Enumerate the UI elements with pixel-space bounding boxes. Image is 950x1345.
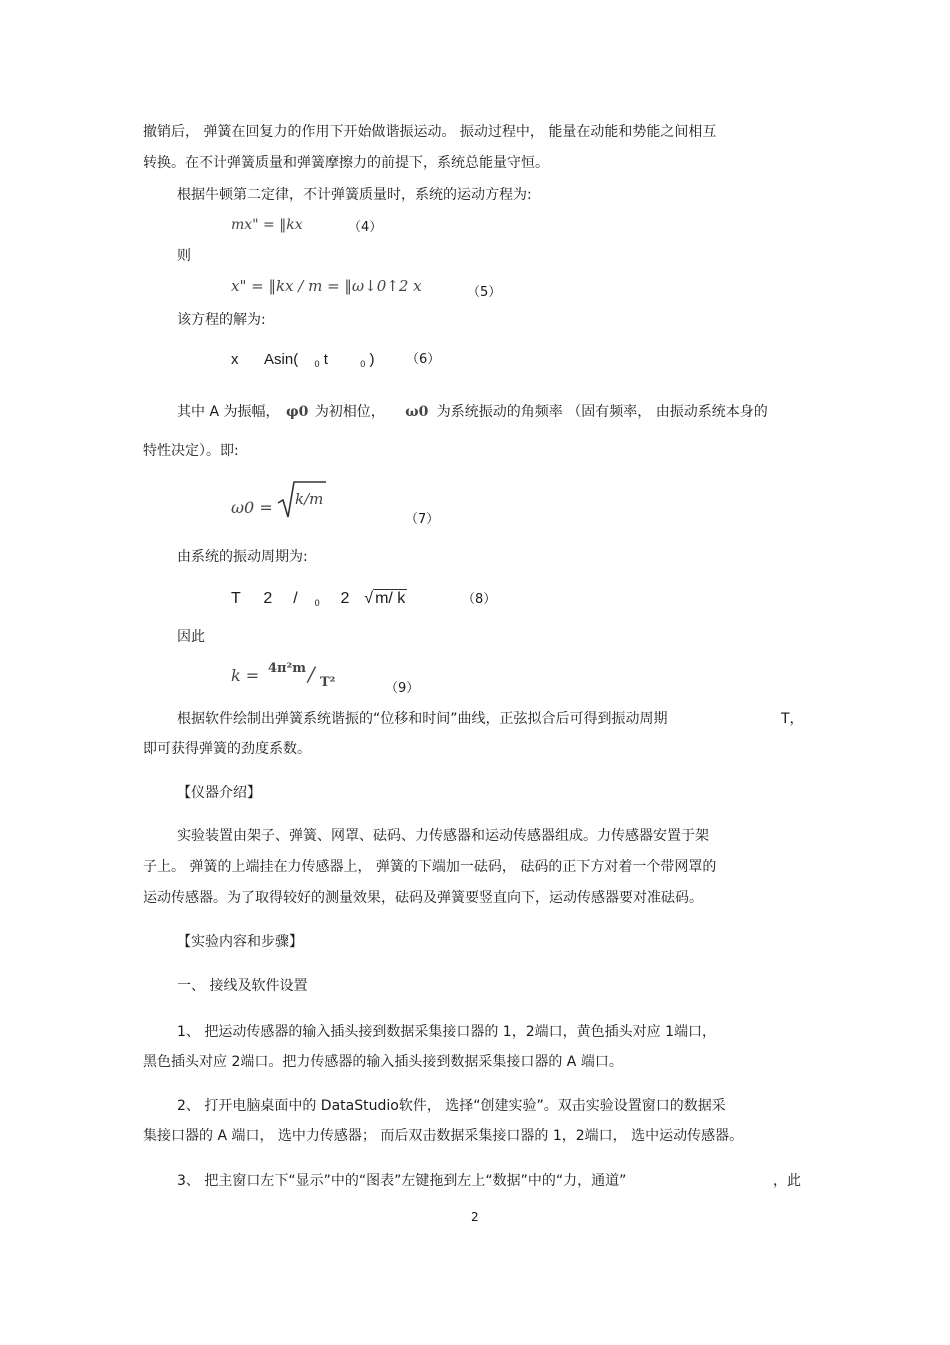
eq6-x: x bbox=[231, 351, 239, 368]
equation-5: x" = ‖kx / m = ‖ω↓0↑2 x bbox=[231, 277, 422, 295]
paragraph-line: 由系统的振动周期为: bbox=[177, 549, 308, 565]
fraction-slash-icon: / bbox=[308, 662, 315, 686]
text-run: 其中 A 为振幅， bbox=[177, 404, 280, 420]
paragraph-line: T， bbox=[781, 711, 804, 727]
equation-6 bbox=[231, 352, 374, 369]
equation-4: mx" = ‖kx bbox=[231, 217, 303, 233]
text-run: 为系统振动的角频率 （固有频率， 由振动系统本身的 bbox=[436, 404, 768, 420]
paragraph-line: 子上。 弹簧的上端挂在力传感器上， 弹簧的下端加一砝码， 砝码的正下方对着一个带网罩的 bbox=[143, 859, 717, 875]
paragraph-line: 2、 打开电脑桌面中的 DataStudio软件， 选择“创建实验”。双击实验设置窗口的数据采 bbox=[177, 1098, 726, 1114]
eq6-close: ) bbox=[369, 351, 375, 368]
equation-9-numerator: 4π²m bbox=[268, 661, 307, 676]
omega0-symbol: ω0 bbox=[405, 404, 429, 420]
equation-8 bbox=[231, 591, 407, 608]
eq8-2: 2 bbox=[263, 590, 273, 607]
paragraph-line: 黑色插头对应 2端口。把力传感器的输入插头接到数据采集接口器的 A 端口。 bbox=[143, 1054, 623, 1070]
paragraph-line: 1、 把运动传感器的输入插头接到数据采集接口器的 1，2端口，黄色插头对应 1端口， bbox=[177, 1024, 716, 1040]
equation-number: （8） bbox=[462, 592, 497, 607]
eq8-T: T bbox=[231, 590, 241, 607]
equation-7-radicand: k/m bbox=[295, 490, 324, 508]
equation-number: （4） bbox=[348, 220, 383, 235]
step-heading: 一、 接线及软件设置 bbox=[177, 978, 308, 994]
paragraph-line: 因此 bbox=[177, 629, 205, 645]
equation-7-lhs: ω0 = bbox=[231, 498, 273, 517]
paragraph-line: ，此 bbox=[773, 1173, 801, 1189]
paragraph-line: 撤销后， 弹簧在回复力的作用下开始做谐振运动。 振动过程中， 能量在动能和势能之间相互 bbox=[143, 124, 717, 140]
page-number: 2 bbox=[471, 1210, 479, 1224]
equation-9-lhs: k = bbox=[231, 666, 260, 685]
eq8-sub: 0 bbox=[314, 598, 320, 608]
paragraph-line: 特性决定）。即: bbox=[143, 443, 239, 459]
equation-number: （6） bbox=[406, 352, 441, 367]
text-run: 为初相位， bbox=[314, 404, 385, 420]
paragraph-line: 该方程的解为: bbox=[177, 312, 266, 328]
equation-number: （9） bbox=[385, 681, 420, 696]
paragraph-line: 3、 把主窗口左下“显示”中的“图表”左键拖到左上“数据”中的“力，通道” bbox=[177, 1173, 627, 1189]
equation-number: （5） bbox=[467, 285, 502, 300]
equation-number: （7） bbox=[405, 512, 440, 527]
eq6-asin: Asin( bbox=[264, 351, 299, 368]
section-heading: 【实验内容和步骤】 bbox=[177, 934, 303, 950]
eq6-t: t bbox=[323, 351, 328, 368]
eq8-sqrt-icon: √ bbox=[364, 590, 374, 607]
paragraph-line: 集接口器的 A 端口， 选中力传感器； 而后双击数据采集接口器的 1，2端口， 选中运动传感器。 bbox=[143, 1128, 744, 1144]
eq8-radicand: m/ k bbox=[375, 590, 406, 607]
section-heading: 【仪器介绍】 bbox=[177, 785, 261, 801]
paragraph-line: 即可获得弹簧的劲度系数。 bbox=[143, 741, 311, 757]
paragraph-line bbox=[177, 405, 768, 419]
paragraph-line: 转换。在不计弹簧质量和弹簧摩擦力的前提下，系统总能量守恒。 bbox=[143, 155, 549, 171]
phi0-symbol: φ0 bbox=[285, 404, 309, 420]
paragraph-line: 实验装置由架子、弹簧、网罩、砝码、力传感器和运动传感器组成。力传感器安置于架 bbox=[177, 828, 709, 844]
eq6-sub: 0 bbox=[314, 359, 320, 369]
equation-9-denominator: T² bbox=[320, 675, 336, 690]
paragraph-line: 根据牛顿第二定律，不计弹簧质量时，系统的运动方程为: bbox=[177, 187, 532, 203]
paragraph-line: 则 bbox=[177, 248, 191, 264]
paragraph-line: 根据软件绘制出弹簧系统谐振的“位移和时间”曲线，正弦拟合后可得到振动周期 bbox=[177, 711, 668, 727]
eq8-2b: 2 bbox=[340, 590, 350, 607]
paragraph-line: 运动传感器。为了取得较好的测量效果，砝码及弹簧要竖直向下，运动传感器要对准砝码。 bbox=[143, 890, 703, 906]
eq6-sub: 0 bbox=[360, 359, 366, 369]
eq8-slash: / bbox=[293, 590, 298, 607]
